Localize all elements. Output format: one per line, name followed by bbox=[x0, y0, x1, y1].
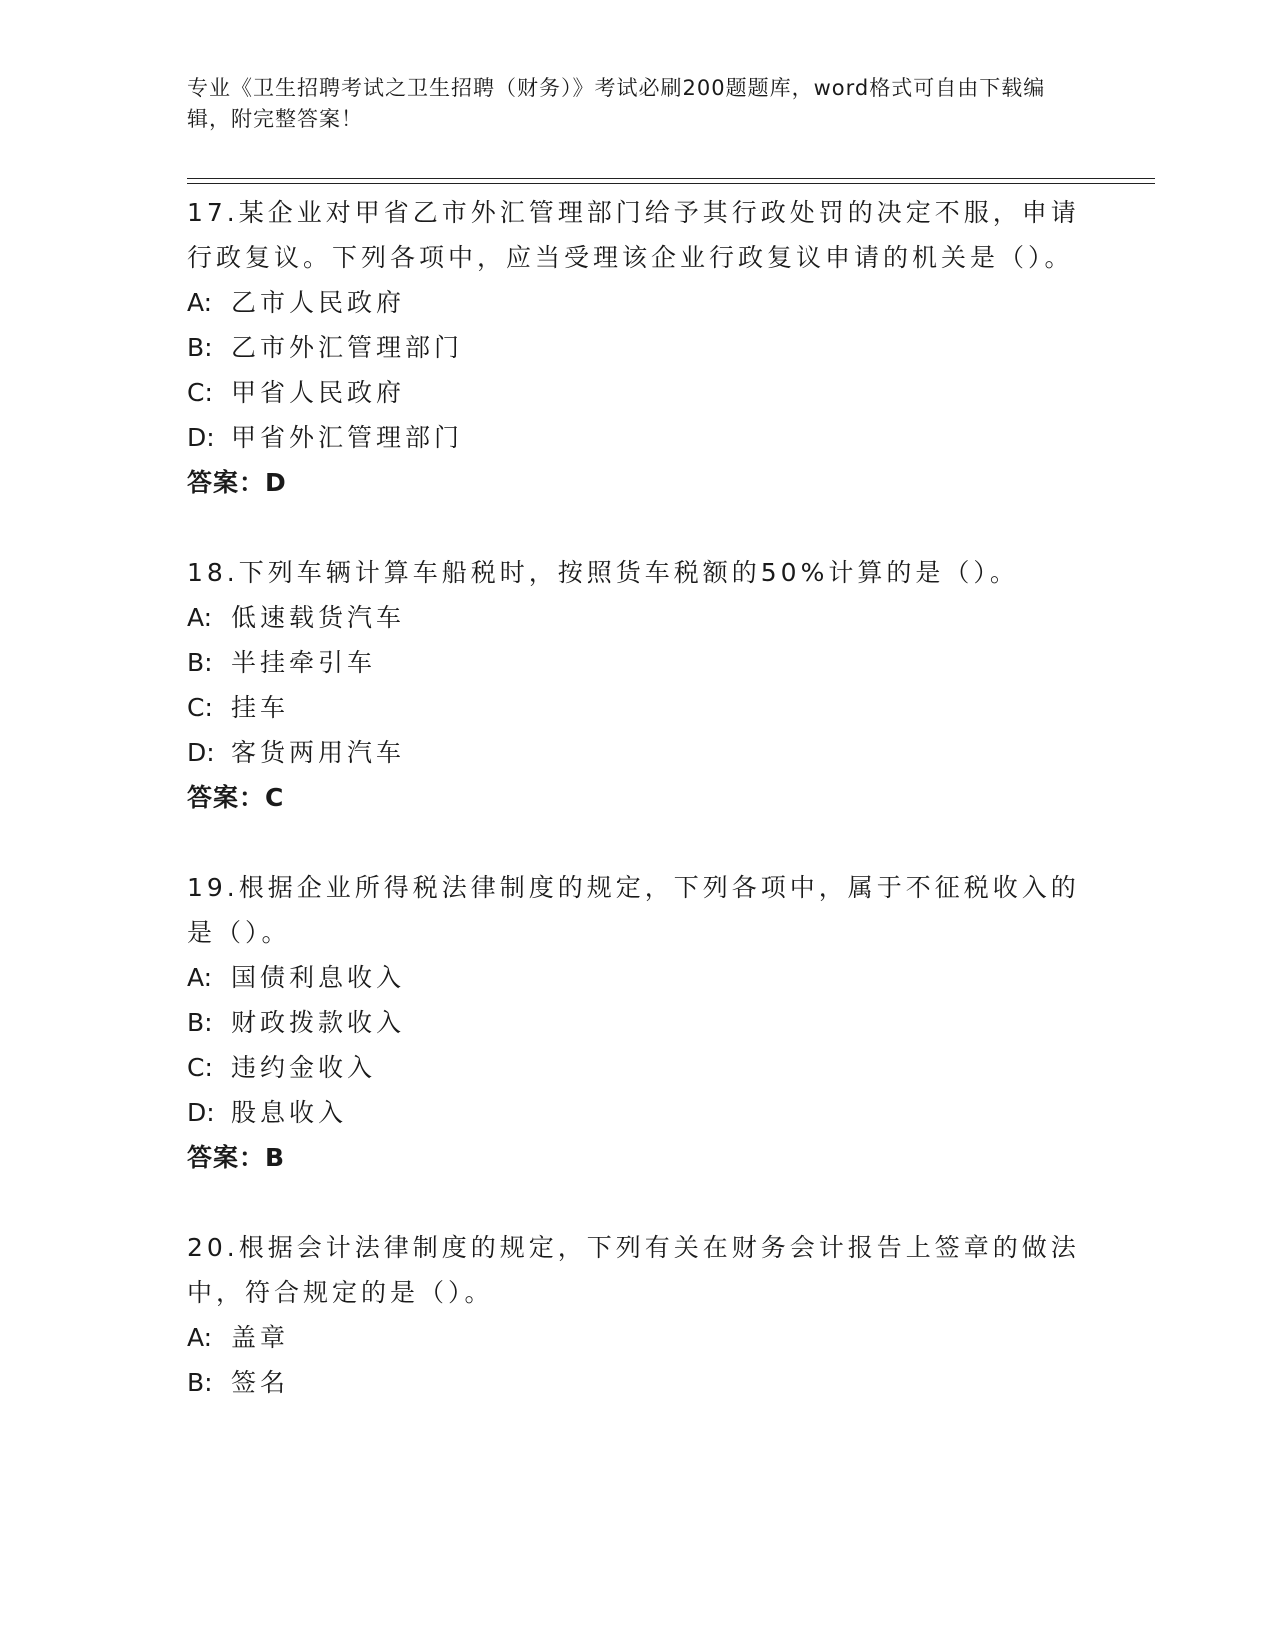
option-text: 违约金收入 bbox=[231, 1053, 377, 1082]
spacer bbox=[187, 505, 1087, 550]
question-17 bbox=[187, 190, 1087, 505]
option-text: 挂车 bbox=[231, 693, 290, 722]
question-stem: 18.下列车辆计算车船税时，按照货车税额的50%计算的是（）。 bbox=[187, 558, 1019, 587]
answer-line: 答案：B bbox=[187, 1143, 286, 1172]
question-stem: 20.根据会计法律制度的规定，下列有关在财务会计报告上签章的做法中，符合规定的是（）。 bbox=[187, 1233, 1080, 1307]
option-a bbox=[187, 595, 1087, 640]
question-18 bbox=[187, 550, 1087, 820]
option-b bbox=[187, 640, 1087, 685]
question-stem: 19.根据企业所得税法律制度的规定，下列各项中，属于不征税收入的是（）。 bbox=[187, 873, 1080, 947]
option-text: 国债利息收入 bbox=[231, 963, 406, 992]
option-text: 半挂牵引车 bbox=[231, 648, 377, 677]
option-b bbox=[187, 325, 1087, 370]
answer-line: 答案：C bbox=[187, 783, 285, 812]
question-stem: 17.某企业对甲省乙市外汇管理部门给予其行政处罚的决定不服，申请行政复议。下列各项中，应当受理该企业行政复议申请的机关是（）。 bbox=[187, 198, 1080, 272]
option-text: 低速载货汽车 bbox=[231, 603, 406, 632]
option-text: 甲省人民政府 bbox=[231, 378, 406, 407]
spacer bbox=[187, 820, 1087, 865]
option-a bbox=[187, 1315, 1087, 1360]
option-c bbox=[187, 1045, 1087, 1090]
question-20 bbox=[187, 1225, 1087, 1405]
option-letter: B: bbox=[187, 1368, 213, 1397]
option-d bbox=[187, 1090, 1087, 1135]
header-divider-bottom bbox=[187, 183, 1155, 184]
option-letter: C: bbox=[187, 378, 213, 407]
option-letter: D: bbox=[187, 738, 215, 767]
option-text: 股息收入 bbox=[231, 1098, 348, 1127]
option-text: 盖章 bbox=[231, 1323, 290, 1352]
header-divider-top bbox=[187, 178, 1155, 179]
option-letter: A: bbox=[187, 1323, 213, 1352]
option-c bbox=[187, 685, 1087, 730]
option-b bbox=[187, 1360, 1087, 1405]
option-letter: A: bbox=[187, 963, 213, 992]
document-header: 专业《卫生招聘考试之卫生招聘（财务）》考试必刷200题题库，word格式可自由下载编辑，附完整答案！ bbox=[187, 76, 1046, 131]
question-19 bbox=[187, 865, 1087, 1180]
option-a bbox=[187, 955, 1087, 1000]
option-text: 签名 bbox=[231, 1368, 290, 1397]
option-b bbox=[187, 1000, 1087, 1045]
option-text: 乙市人民政府 bbox=[231, 288, 406, 317]
option-text: 财政拨款收入 bbox=[231, 1008, 406, 1037]
option-letter: A: bbox=[187, 603, 213, 632]
option-d bbox=[187, 415, 1087, 460]
option-text: 乙市外汇管理部门 bbox=[231, 333, 464, 362]
option-letter: C: bbox=[187, 1053, 213, 1082]
spacer bbox=[187, 1180, 1087, 1225]
option-letter: D: bbox=[187, 423, 215, 452]
option-letter: C: bbox=[187, 693, 213, 722]
answer-line: 答案：D bbox=[187, 468, 287, 497]
option-letter: A: bbox=[187, 288, 213, 317]
option-d bbox=[187, 730, 1087, 775]
option-letter: B: bbox=[187, 1008, 213, 1037]
option-letter: B: bbox=[187, 648, 213, 677]
option-text: 甲省外汇管理部门 bbox=[231, 423, 464, 452]
option-c bbox=[187, 370, 1087, 415]
option-a bbox=[187, 280, 1087, 325]
option-text: 客货两用汽车 bbox=[231, 738, 406, 767]
option-letter: B: bbox=[187, 333, 213, 362]
option-letter: D: bbox=[187, 1098, 215, 1127]
question-list bbox=[187, 190, 1087, 1405]
